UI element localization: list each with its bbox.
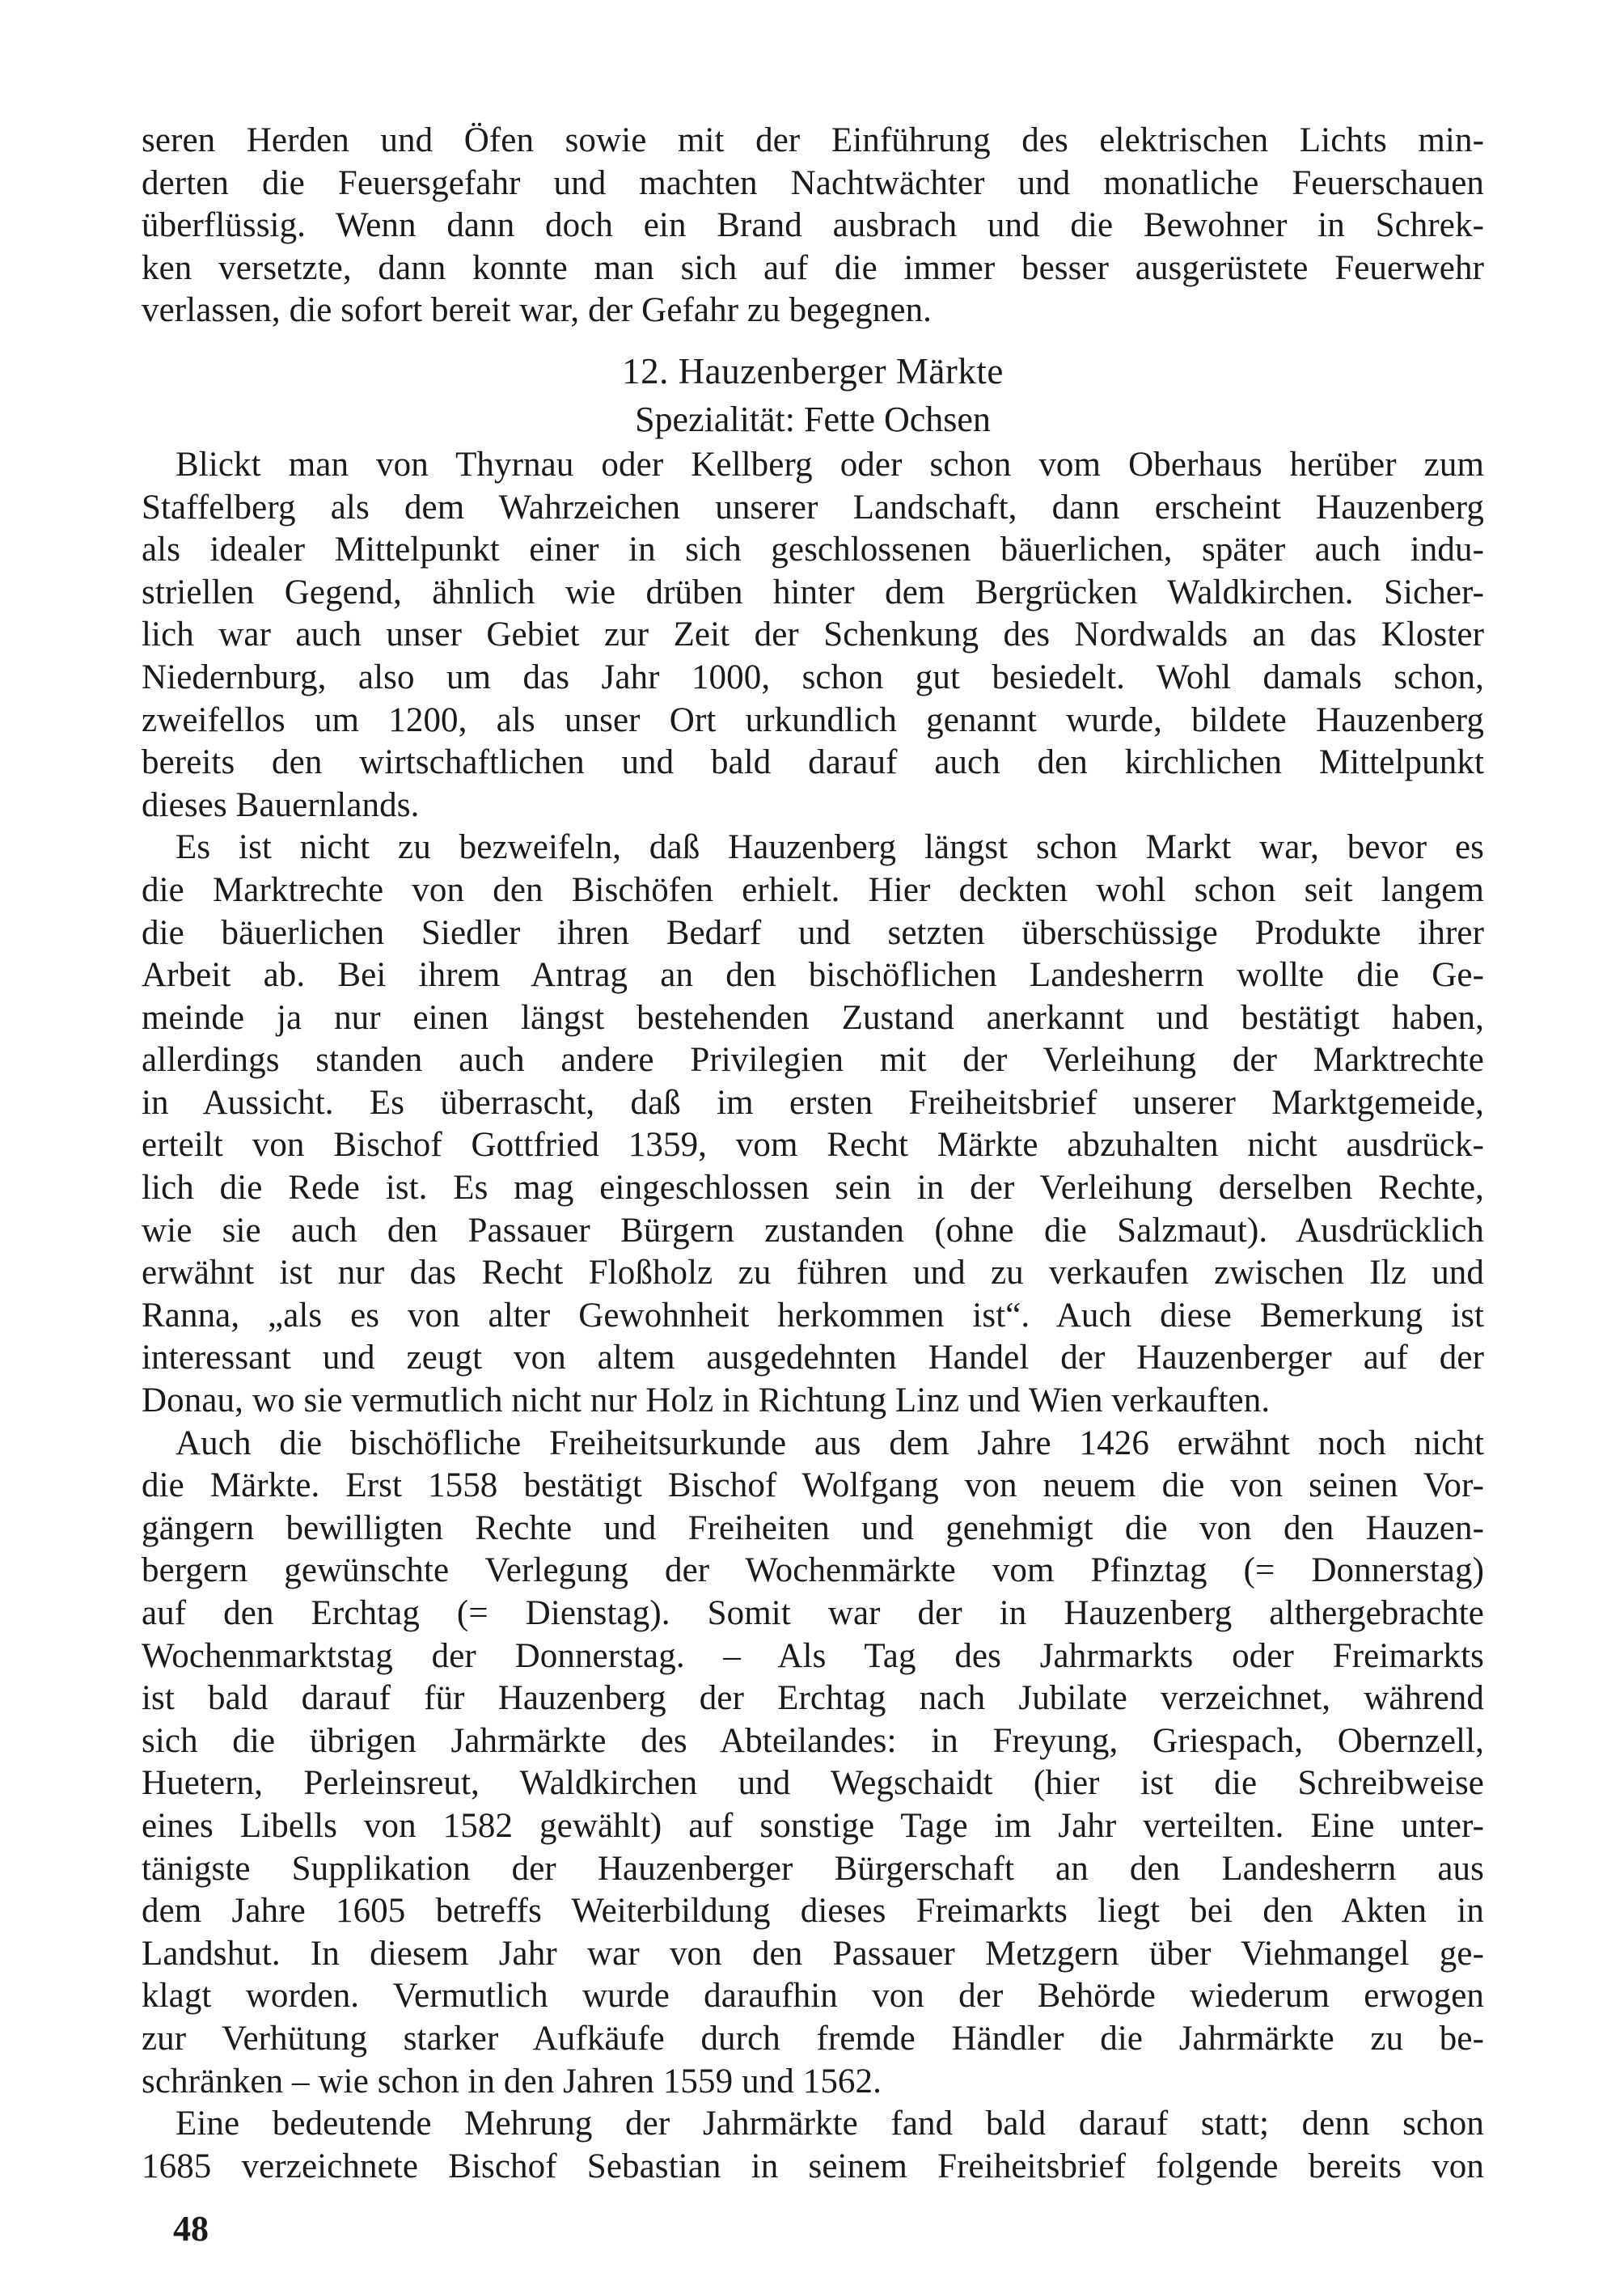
text-line: Ranna, „als es von alter Gewohnheit herkommen ist“. Auch diese Bemerkung ist <box>142 1296 1484 1335</box>
text-line: verlassen, die sofort bereit war, der Gefahr zu begegnen. <box>142 291 933 330</box>
text-line: Arbeit ab. Bei ihrem Antrag an den bischöflichen Landesherrn wollte die Ge- <box>142 956 1484 995</box>
text-line: bergern gewünschte Verlegung der Wochenmärkte vom Pfinztag (= Donnerstag) <box>142 1551 1484 1590</box>
section-subtitle: Spezialität: Fette Ochsen <box>635 399 991 439</box>
text-line: eines Libells von 1582 gewählt) auf sonstige Tage im Jahr verteilten. Eine unter- <box>142 1806 1484 1845</box>
text-line: Landshut. In diesem Jahr war von den Passauer Metzgern über Viehmangel ge- <box>142 1934 1484 1973</box>
text-line: auf den Erchtag (= Dienstag). Somit war der in Hauzenberg althergebrachte <box>142 1594 1484 1632</box>
text-line: dem Jahre 1605 betreffs Weiterbildung dieses Freimarkts liegt bei den Akten in <box>142 1892 1484 1931</box>
page-number: 48 <box>173 2209 209 2249</box>
text-line: die Marktrechte von den Bischöfen erhielt. Hier deckten wohl schon seit langem <box>142 870 1484 909</box>
text-line: bereits den wirtschaftlichen und bald darauf auch den kirchlichen Mittelpunkt <box>142 743 1484 782</box>
text-line: seren Herden und Öfen sowie mit der Einführung des elektrischen Lichts min- <box>142 121 1484 159</box>
intro-paragraph <box>142 120 1484 332</box>
text-line: Eine bedeutende Mehrung der Jahrmärkte fand bald darauf statt; denn schon <box>176 2105 1484 2143</box>
text-line: zur Verhütung starker Aufkäufe durch fremde Händler die Jahrmärkte zu be- <box>142 2019 1484 2058</box>
text-line: tänigste Supplikation der Hauzenberger Bürgerschaft an den Landesherrn aus <box>142 1849 1484 1888</box>
text-line: klagt worden. Vermutlich wurde daraufhin von der Behörde wiederum erwogen <box>142 1977 1484 2016</box>
text-line: 1685 verzeichnete Bischof Sebastian in seinem Freiheitsbrief folgende bereits von <box>142 2147 1484 2185</box>
paragraph-4 <box>142 2103 1484 2188</box>
text-line: lich die Rede ist. Es mag eingeschlossen sein in der Verleihung derselben Rechte, <box>142 1169 1484 1208</box>
text-line: Staffelberg als dem Wahrzeichen unserer Landschaft, dann erscheint Hauzenberg <box>142 488 1484 527</box>
text-line: sich die übrigen Jahrmärkte des Abteilandes: in Freyung, Griespach, Obernzell, <box>142 1721 1484 1760</box>
text-line: schränken – wie schon in den Jahren 1559 und 1562. <box>142 2062 882 2101</box>
text-line: überflüssig. Wenn dann doch ein Brand ausbrach und die Bewohner in Schrek- <box>142 206 1484 245</box>
text-line: Wochenmarktstag der Donnerstag. – Als Tag des Jahrmarkts oder Freimarkts <box>142 1636 1484 1675</box>
text-line: meinde ja nur einen längst bestehenden Zustand anerkannt und bestätigt haben, <box>142 998 1484 1037</box>
text-line: derten die Feuersgefahr und machten Nachtwächter und monatliche Feuerschauen <box>142 163 1484 202</box>
text-line: Es ist nicht zu bezweifeln, daß Hauzenberg längst schon Markt war, bevor es <box>176 828 1484 867</box>
book-page <box>142 120 1484 2188</box>
text-line: interessant und zeugt von altem ausgedehnten Handel der Hauzenberger auf der <box>142 1339 1484 1377</box>
paragraph-1 <box>142 444 1484 827</box>
text-line: in Aussicht. Es überrascht, daß im ersten Freiheitsbrief unserer Marktgemeide, <box>142 1083 1484 1122</box>
text-line: als idealer Mittelpunkt einer in sich geschlossenen bäuerlichen, später auch indu- <box>142 531 1484 569</box>
text-line: Huetern, Perleinsreut, Waldkirchen und Wegschaidt (hier ist die Schreibweise <box>142 1764 1484 1803</box>
text-line: allerdings standen auch andere Privilegien mit der Verleihung der Marktrechte <box>142 1041 1484 1080</box>
text-line: ken versetzte, dann konnte man sich auf die immer besser ausgerüstete Feuerwehr <box>142 248 1484 287</box>
text-line: Blickt man von Thyrnau oder Kellberg oder schon vom Oberhaus herüber zum <box>176 445 1484 484</box>
text-line: ist bald darauf für Hauzenberg der Erchtag nach Jubilate verzeichnet, während <box>142 1679 1484 1718</box>
text-line: Niedernburg, also um das Jahr 1000, schon gut besiedelt. Wohl damals schon, <box>142 658 1484 696</box>
text-line: die bäuerlichen Siedler ihren Bedarf und setzten überschüssige Produkte ihrer <box>142 913 1484 952</box>
section-title: 12. Hauzenberger Märkte <box>622 350 1004 391</box>
text-line: dieses Bauernlands. <box>142 785 420 824</box>
paragraph-2 <box>142 827 1484 1422</box>
text-line: zweifellos um 1200, als unser Ort urkundlich genannt wurde, bildete Hauzenberg <box>142 700 1484 739</box>
text-line: Auch die bischöfliche Freiheitsurkunde aus dem Jahre 1426 erwähnt noch nicht <box>176 1424 1484 1462</box>
text-line: striellen Gegend, ähnlich wie drüben hinter dem Bergrücken Waldkirchen. Sicher- <box>142 573 1484 611</box>
paragraph-3 <box>142 1423 1484 2104</box>
text-line: erteilt von Bischof Gottfried 1359, vom Recht Märkte abzuhalten nicht ausdrück- <box>142 1126 1484 1165</box>
text-line: wie sie auch den Passauer Bürgern zustanden (ohne die Salzmaut). Ausdrücklich <box>142 1211 1484 1250</box>
text-line: Donau, wo sie vermutlich nicht nur Holz in Richtung Linz und Wien verkauften. <box>142 1381 1271 1420</box>
text-line: die Märkte. Erst 1558 bestätigt Bischof Wolfgang von neuem die von seinen Vor- <box>142 1466 1484 1505</box>
text-line: erwähnt ist nur das Recht Floßholz zu führen und zu verkaufen zwischen Ilz und <box>142 1254 1484 1292</box>
text-line: lich war auch unser Gebiet zur Zeit der Schenkung des Nordwalds an das Kloster <box>142 616 1484 654</box>
text-line: gängern bewilligten Rechte und Freiheiten und genehmigt die von den Hauzen- <box>142 1508 1484 1547</box>
